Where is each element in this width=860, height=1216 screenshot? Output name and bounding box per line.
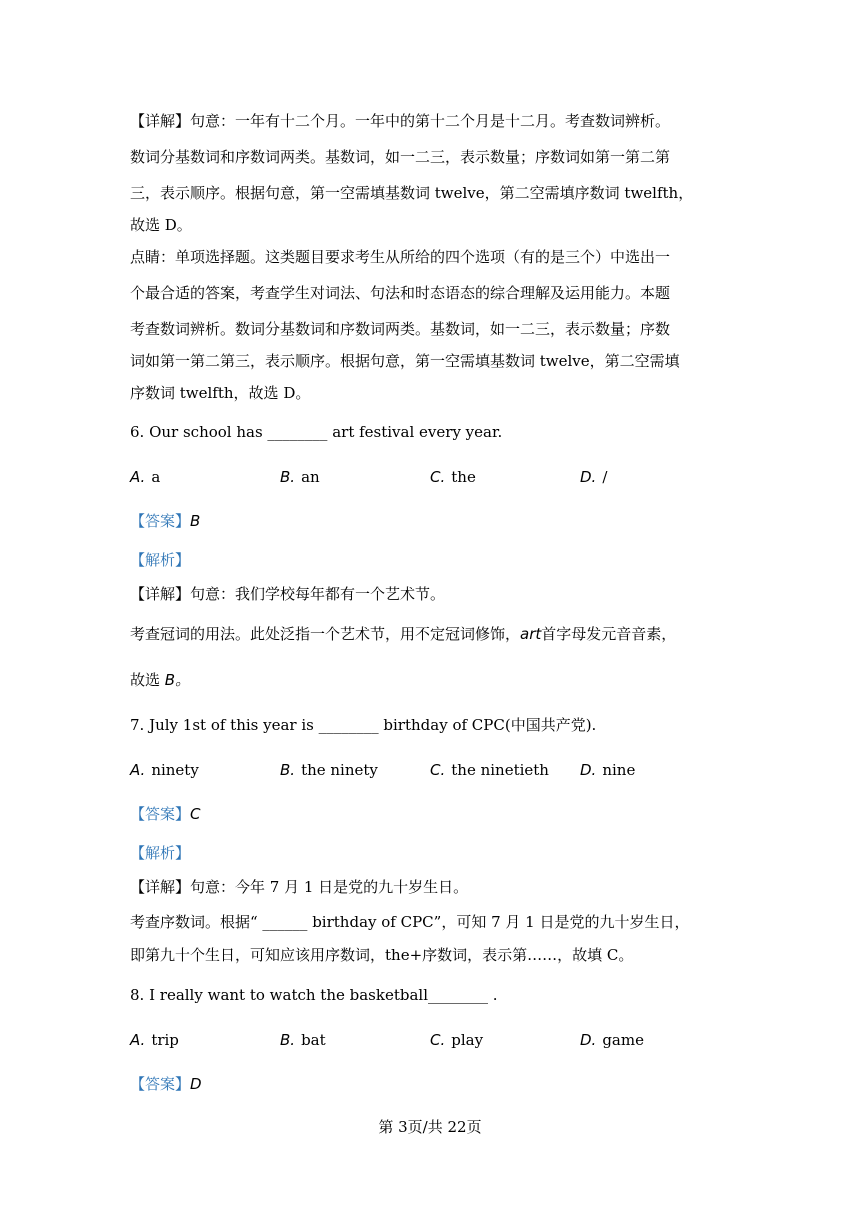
detail-line: 三，表示顺序。根据句意，第一空需填基数词 twelve，第二空需填序数词 twelfth， <box>130 184 694 202</box>
answer-label: 【答案】 <box>130 512 191 530</box>
option-b: B. the ninety <box>280 761 378 779</box>
answer-line <box>130 1073 202 1095</box>
explain-line: 考查序数词。根据“ ______ birthday of CPC”，可知 7 月 1 日是党的九十岁生日， <box>130 913 690 931</box>
option-a: A. ninety <box>130 761 199 779</box>
detail-line: 数词分基数词和序数词两类。基数词，如一二三，表示数量；序数词如第一第二第 <box>130 148 671 166</box>
answer-value: D <box>190 1075 202 1093</box>
explain-line: 即第九十个生日，可知应该用序数词，the+序数词，表示第……，故填 C。 <box>130 946 634 964</box>
detail-line: 【详解】句意：我们学校每年都有一个艺术节。 <box>130 585 446 603</box>
page-footer: 第 3页/共 22页 <box>378 1118 482 1136</box>
option-b: B. an <box>280 468 320 486</box>
answer-value: C <box>190 805 201 823</box>
explain-line: 故选 B。 <box>130 671 191 689</box>
option-b: B. bat <box>280 1031 326 1049</box>
analysis-label: 【解析】 <box>130 551 191 569</box>
option-a: A. trip <box>130 1031 179 1049</box>
option-c: C. the ninetieth <box>430 761 549 779</box>
option-d: D. game <box>580 1031 644 1049</box>
option-d: D. / <box>580 468 608 486</box>
answer-label: 【答案】 <box>130 1075 191 1093</box>
answer-label: 【答案】 <box>130 805 191 823</box>
note-line: 序数词 twelfth，故选 D。 <box>130 384 311 402</box>
question-8: 8. I really want to watch the basketball________ . <box>130 986 498 1004</box>
analysis-label: 【解析】 <box>130 844 191 862</box>
note-line: 个最合适的答案，考查学生对词法、句法和时态语态的综合理解及运用能力。本题 <box>130 284 671 302</box>
q8-options <box>130 1029 730 1051</box>
q6-options <box>130 466 730 488</box>
option-c: C. play <box>430 1031 484 1049</box>
question-6: 6. Our school has ________ art festival every year. <box>130 423 503 441</box>
option-c: C. the <box>430 468 476 486</box>
detail-line: 【详解】句意：今年 7 月 1 日是党的九十岁生日。 <box>130 878 469 896</box>
detail-line: 故选 D。 <box>130 216 192 234</box>
answer-value: B <box>190 512 201 530</box>
explain-line: 考查冠词的用法。此处泛指一个艺术节，用不定冠词修饰，art首字母发元音音素， <box>130 625 677 643</box>
q7-options <box>130 759 730 781</box>
note-line: 点睛：单项选择题。这类题目要求考生从所给的四个选项（有的是三个）中选出一 <box>130 248 671 266</box>
answer-line <box>130 510 200 532</box>
note-line: 考查数词辨析。数词分基数词和序数词两类。基数词，如一二三，表示数量；序数 <box>130 320 671 338</box>
question-7: 7. July 1st of this year is ________ birthday of CPC(中国共产党). <box>130 716 597 734</box>
option-a: A. a <box>130 468 161 486</box>
note-line: 词如第一第二第三，表示顺序。根据句意，第一空需填基数词 twelve，第二空需填 <box>130 352 680 370</box>
answer-line <box>130 803 201 825</box>
option-d: D. nine <box>580 761 636 779</box>
detail-line: 【详解】句意：一年有十二个月。一年中的第十二个月是十二月。考查数词辨析。 <box>130 112 671 130</box>
